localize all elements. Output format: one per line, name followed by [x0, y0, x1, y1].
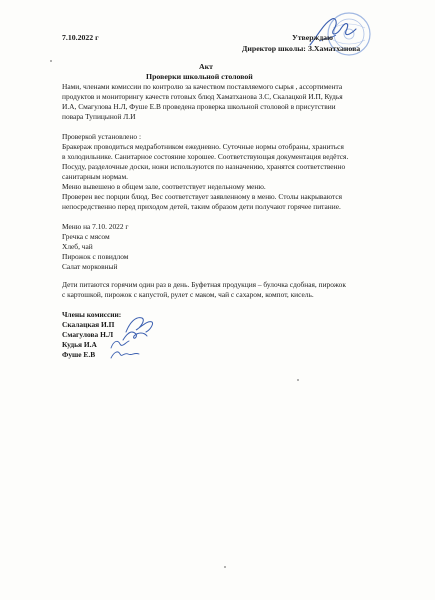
document-date: 7.10.2022 г	[62, 33, 99, 42]
director-line: Директор школы: З.Хаматханова	[242, 44, 361, 53]
menu-item: Салат морковный	[62, 262, 118, 271]
buffet-line: с картошкой, пирожок с капустой, рулет с маком, чай с сахаром, компот, кисель.	[62, 290, 314, 299]
commission-member: Смагулова Н.Л	[62, 330, 114, 339]
findings-line: Посуду, разделочные доски, ножи используются по назначению, хранятся соответственно	[62, 162, 346, 171]
menu-heading: Меню на 7.10. 2022 г	[62, 222, 129, 231]
findings-section	[62, 132, 412, 212]
findings-line: Бракераж проводиться медработником ежедневно. Суточные нормы отобраны, храниться	[62, 142, 344, 151]
menu-section	[62, 222, 412, 272]
findings-line: в холодильнике. Санитарное состояние хорошее. Соответствующая документация ведётся.	[62, 152, 349, 161]
findings-line: санитарным нормам.	[62, 172, 128, 181]
findings-heading: Проверкой установлено :	[62, 132, 142, 141]
buffet-paragraph	[62, 280, 412, 300]
findings-line: Проверен вес порции блюд. Вес соответствует заявленному в меню. Столы накрываются	[62, 192, 343, 201]
intro-line: повара Тупицыной Л.И	[62, 112, 136, 121]
menu-item: Гречка с мясом	[62, 232, 110, 241]
commission-heading: Члены комиссии:	[62, 310, 122, 319]
findings-line: Меню вывешено в общем зале, соответствует недельному меню.	[62, 182, 266, 191]
intro-line: продуктов и мониторингу качеств готовых блюд Хаматханова З.С, Скалацкой И.П, Кудья	[62, 92, 343, 101]
menu-item: Пирожок с повидлом	[62, 252, 129, 261]
menu-item: Хлеб, чай	[62, 242, 93, 251]
signature-4-icon	[108, 346, 142, 364]
findings-line: непосредственно перед приходом детей, таким образом дети получают горячее питание.	[62, 202, 341, 211]
act-title: Акт	[199, 62, 213, 71]
intro-line: Нами, членами комиссии по контролю за качеством поставляемого сырья , ассортимента	[62, 82, 343, 91]
commission-member: Фуше Е.В	[62, 350, 96, 359]
buffet-line: Дети питаются горячим один раз в день. Буфетная продукция – булочка сдобная, пирожок	[62, 280, 346, 289]
commission-member: Скалацкая И.П	[62, 320, 115, 329]
act-subtitle: Проверки школьной столовой	[146, 72, 253, 81]
intro-paragraph	[62, 82, 412, 122]
approval-label: Утверждаю	[292, 33, 334, 42]
commission-member: Кудья И.А	[62, 340, 97, 349]
intro-line: И.А, Смагулова Н.Л, Фуше Е.В проведена проверка школьной столовой в присутствии	[62, 102, 336, 111]
